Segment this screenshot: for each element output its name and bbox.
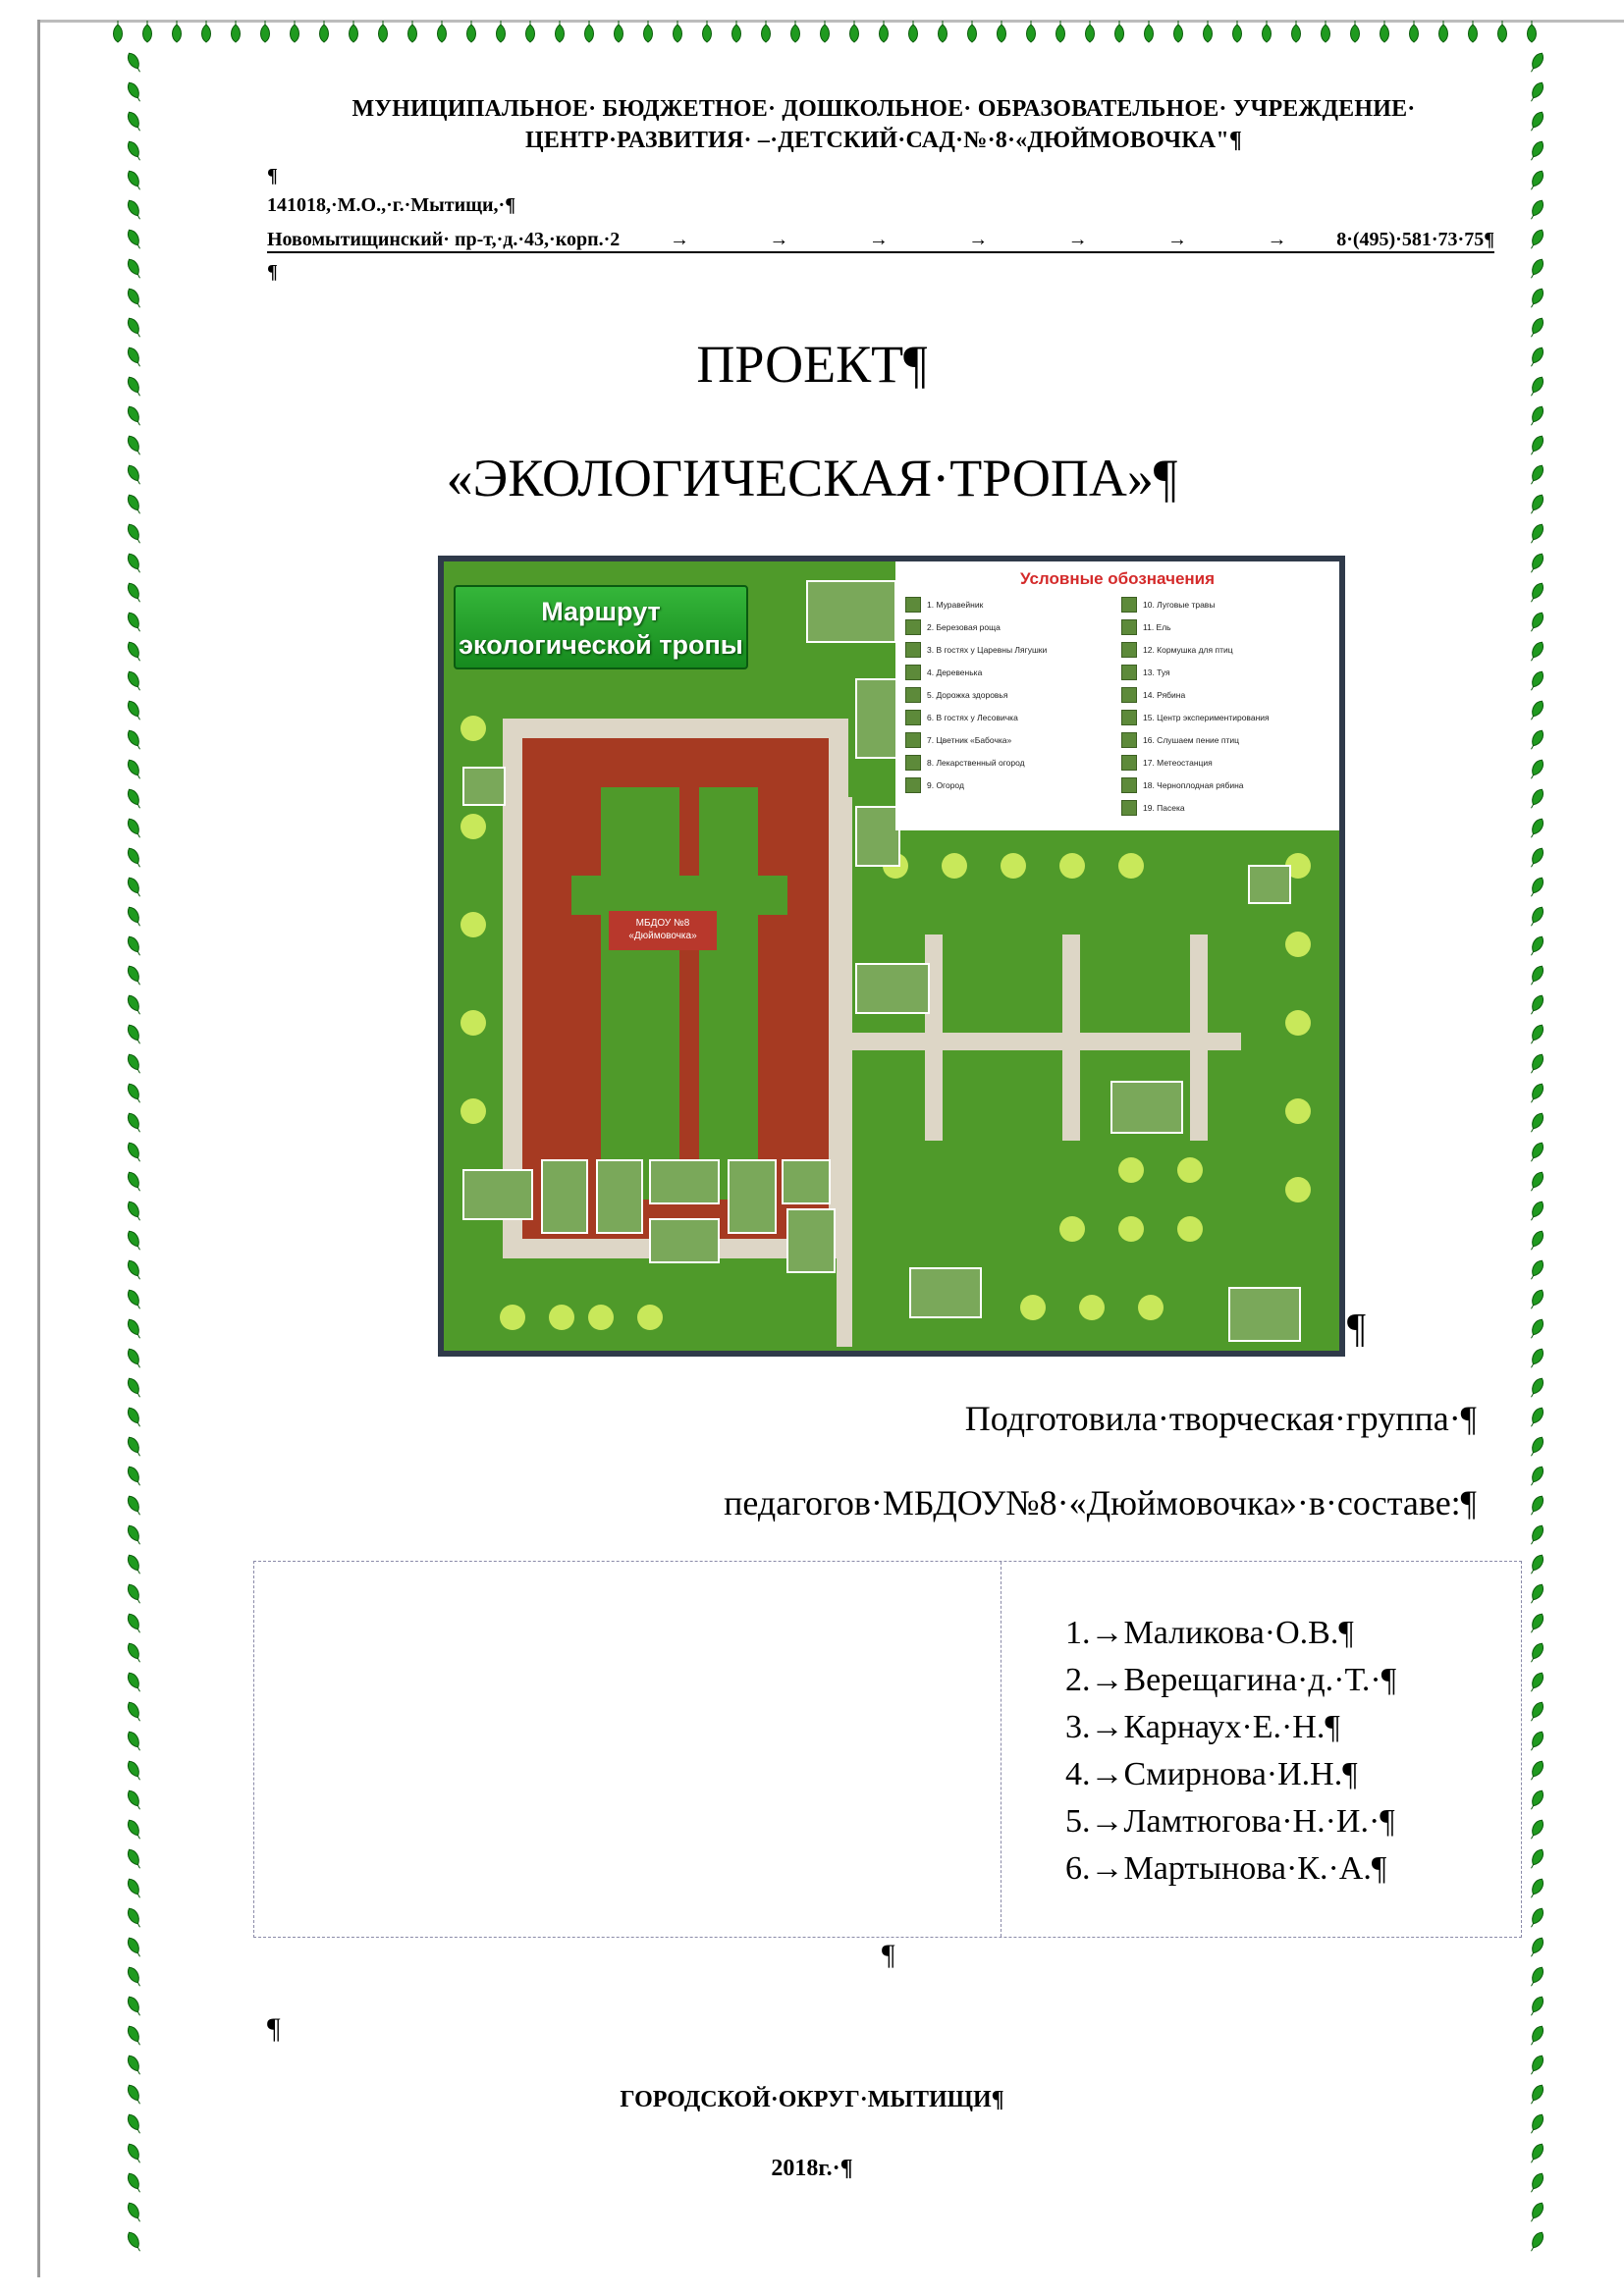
legend-item-label: 19. Пасека [1143,802,1185,813]
leaf-ornament [1528,1759,1546,1783]
leaf-ornament [821,21,830,42]
leaf-ornament [126,169,144,192]
leaf-ornament [1528,1082,1546,1105]
footer-year: 2018г.·¶ [771,2156,853,2181]
map-banner: Маршрут экологической тропы [454,585,748,669]
members-list [1065,1610,1396,1893]
legend-thumbnail-icon [905,777,921,793]
leaf-ornament [126,876,144,899]
leaf-ornament [1528,1671,1546,1694]
leaf-ornament [1528,758,1546,781]
leaf-ornament [1528,2201,1546,2224]
leaf-ornament [126,758,144,781]
legend-item-label: 8. Лекарственный огород [927,757,1025,768]
leaf-ornament [467,21,476,42]
pilcrow-mark: ¶ [267,261,278,283]
legend-thumbnail-icon [905,619,921,635]
leaf-ornament [126,1229,144,1253]
leaf-ornament [126,1730,144,1753]
legend-thumbnail-icon [905,687,921,703]
leaf-ornament [850,21,859,42]
tab-arrows [620,229,1336,251]
legend-thumbnail-icon [1121,710,1137,725]
member-item: 4.→Смирнова·И.Н.¶ [1065,1756,1358,1792]
legend-item-label: 17. Метеостанция [1143,757,1213,768]
legend-item [1121,774,1329,796]
address-row [267,222,1494,253]
leaf-ornament [1528,1229,1546,1253]
leaf-ornament [126,1288,144,1311]
leaf-ornament [1528,1965,1546,1989]
leaf-ornament [968,21,977,42]
legend-item [1121,593,1329,615]
leaf-ornament [126,581,144,605]
leaf-ornament [1528,1465,1546,1488]
leaf-ornament [126,287,144,310]
leaf-ornament [909,21,918,42]
leaf-ornament [1233,21,1242,42]
leaf-ornament [1498,21,1507,42]
leaf-ornament [126,1082,144,1105]
leaf-ornament [1528,728,1546,752]
leaf-ornament [1528,699,1546,722]
leaf-ornament [703,21,712,42]
leaf-ornament [556,21,565,42]
leaf-ornament [1528,905,1546,929]
leaf-ornament [126,787,144,811]
legend-item-label: 3. В гостях у Царевны Лягушки [927,644,1048,655]
legend-item [905,751,1113,774]
legend-item [1121,615,1329,638]
leaf-ornament [1528,1612,1546,1635]
legend-item [1121,796,1329,819]
leaf-ornament [1469,21,1478,42]
building-courtyard [699,787,758,1200]
leaf-ornament [1528,640,1546,664]
legend-item-label: 2. Березовая роща [927,621,1001,632]
legend-item-label: 18. Черноплодная рябина [1143,779,1244,790]
legend-item-label: 9. Огород [927,779,964,790]
legend-thumbnail-icon [905,732,921,748]
leaf-ornament [126,522,144,546]
leaf-ornament [1204,21,1213,42]
leaf-ornament [126,1465,144,1488]
tab-arrow: → [1067,229,1088,250]
leaf-ornament [126,80,144,104]
legend-column-right [1121,593,1329,819]
leaf-ornament [232,21,241,42]
legend-item [905,706,1113,728]
map-path [1062,934,1080,1141]
footer-city: ГОРОДСКОЙ·ОКРУГ·МЫТИЩИ¶ [620,2087,1004,2112]
leaf-ornament [1528,611,1546,634]
leaf-ornament [1528,787,1546,811]
legend-item-label: 6. В гостях у Лесовичка [927,712,1018,722]
leaf-ornament [1528,581,1546,605]
leaf-ornament [1528,1847,1546,1871]
legend-item [905,774,1113,796]
leaf-ornament [1528,1170,1546,1194]
legend-item [1121,728,1329,751]
leaf-ornament [1528,1052,1546,1076]
leaf-ornament [1528,1789,1546,1812]
legend-thumbnail-icon [905,597,921,613]
leaf-ornament [1528,1877,1546,1900]
legend-item-label: 4. Деревенька [927,667,983,677]
leaf-ornament [126,1582,144,1606]
leaf-ornament [1528,51,1546,75]
leaf-ornament [998,21,1006,42]
title-project: ПРОЕКТ¶ [696,335,928,394]
leaf-ornament [126,1906,144,1930]
legend-thumbnail-icon [1121,732,1137,748]
leaf-ornament [1528,257,1546,281]
leaf-ornament [1528,139,1546,163]
leaf-ornament [1528,1258,1546,1282]
leaf-ornament [674,21,682,42]
leaf-ornament [126,1818,144,1842]
leaf-ornament [143,21,152,42]
leaf-ornament [126,1052,144,1076]
legend-thumbnail-icon [1121,619,1137,635]
leaf-ornament [126,993,144,1017]
leaf-ornament [126,228,144,251]
legend-item-label: 13. Туя [1143,667,1170,677]
leaf-ornament [126,2054,144,2077]
leaf-ornament [202,21,211,42]
leaf-ornament [1528,110,1546,133]
leaf-ornament [1528,1553,1546,1576]
leaf-ornament [126,1936,144,1959]
member-item: 3.→Карнаух·Е.·Н.¶ [1065,1709,1340,1745]
leaf-ornament [1528,1023,1546,1046]
legend-item [1121,638,1329,661]
leaf-ornament [126,964,144,988]
legend-column-left [905,593,1113,819]
leaf-ornament [1174,21,1183,42]
leaf-ornament [126,1200,144,1223]
leaf-ornament [880,21,889,42]
leaf-ornament [1528,198,1546,222]
leaf-ornament [1528,80,1546,104]
header-institution-line1: МУНИЦИПАЛЬНОЕ· БЮДЖЕТНОЕ· ДОШКОЛЬНОЕ· ОБРАЗОВАТЕЛЬНОЕ· УЧРЕЖДЕНИЕ· [352,96,1416,122]
leaf-ornament [1528,669,1546,693]
legend-thumbnail-icon [905,755,921,771]
leaf-ornament [1027,21,1036,42]
leaf-ornament [126,1347,144,1370]
legend-thumbnail-icon [1121,687,1137,703]
leaf-ornament [126,1111,144,1135]
building-courtyard [571,876,787,915]
leaf-ornament [1528,2112,1546,2136]
leaf-ornament [1528,817,1546,840]
leaf-ornament [1528,846,1546,870]
legend-thumbnail-icon [905,710,921,725]
header-institution-line2: ЦЕНТР·РАЗВИТИЯ· –·ДЕТСКИЙ·САД·№·8·«ДЮЙМОВОЧКА"¶ [524,128,1243,153]
leaf-ornament [1528,1523,1546,1547]
legend-item-label: 16. Слушаем пение птиц [1143,734,1239,745]
pilcrow-mark: ¶ [882,1939,895,1971]
leaf-ornament [126,1258,144,1282]
leaf-ornament [1528,1494,1546,1518]
legend-item-label: 14. Рябина [1143,689,1186,700]
leaf-ornament [126,1759,144,1783]
leaf-ornament [126,1612,144,1635]
leaf-ornament [126,2024,144,2048]
legend-thumbnail-icon [1121,800,1137,816]
leaf-ornament [126,846,144,870]
leaf-ornament [1528,1111,1546,1135]
leaf-ornament [126,198,144,222]
leaf-ornament [126,905,144,929]
leaf-ornament [644,21,653,42]
leaf-ornament [126,552,144,575]
leaf-ornament [1528,1700,1546,1724]
leaf-ornament [350,21,358,42]
legend-thumbnail-icon [1121,665,1137,680]
leaf-ornament [1528,1435,1546,1459]
leaf-ornament [126,728,144,752]
leaf-ornament [1528,1730,1546,1753]
leaf-ornament [438,21,447,42]
leaf-ornament [1528,1317,1546,1341]
legend-thumbnail-icon [905,642,921,658]
legend-item [1121,661,1329,683]
leaf-ornament [126,1435,144,1459]
leaf-ornament [1528,1582,1546,1606]
tab-arrow: → [670,229,690,250]
tab-arrow: → [1267,229,1287,250]
member-item: 1.→Маликова·О.В.¶ [1065,1615,1354,1651]
legend-item-label: 1. Муравейник [927,599,984,610]
leaf-ornament [1528,964,1546,988]
leaf-ornament [1056,21,1065,42]
leaf-ornament [126,1170,144,1194]
leaf-ornament [791,21,800,42]
leaf-ornament [126,1141,144,1164]
leaf-ornament [1528,1995,1546,2018]
leaf-ornament [939,21,947,42]
leaf-ornament [1528,1906,1546,1930]
leaf-ornament [1528,169,1546,192]
leaf-ornament [126,817,144,840]
legend-thumbnail-icon [1121,597,1137,613]
leaf-ornament [126,1406,144,1429]
tab-arrow: → [1167,229,1188,250]
leaf-ornament [379,21,388,42]
leaf-ornament [126,1494,144,1518]
leaf-ornament [1115,21,1124,42]
legend-item-label: 5. Дорожка здоровья [927,689,1008,700]
map-building-label: МБДОУ №8 «Дюймовочка» [609,911,717,950]
leaf-ornament [408,21,417,42]
legend-item-label: 12. Кормушка для птиц [1143,644,1233,655]
leaf-ornament [126,139,144,163]
leaf-ornament [1528,1936,1546,1959]
leaf-ornament [126,1847,144,1871]
leaf-ornament [615,21,623,42]
pilcrow-mark: ¶ [1347,1307,1367,1352]
leaf-ornament [1528,876,1546,899]
leaf-ornament [126,934,144,958]
leaf-ornament [1086,21,1095,42]
leaf-ornament [126,1023,144,1046]
leaf-ornament [320,21,329,42]
legend-title: Условные обозначения [1019,569,1216,588]
member-item: 6.→Мартынова·К.·А.¶ [1065,1850,1387,1887]
leaf-ornament [126,1641,144,1665]
leaf-ornament [173,21,182,42]
leaf-ornament [1528,2024,1546,2048]
legend-item-label: 15. Центр экспериментирования [1143,712,1270,722]
leaf-ornament [126,404,144,428]
leaf-ornament [1322,21,1330,42]
map-path-vertical [837,797,852,1347]
legend-item [905,661,1113,683]
leaf-ornament [126,1789,144,1812]
leaf-ornament [126,110,144,133]
leaf-ornament [114,21,123,42]
leaf-ornament [1528,552,1546,575]
leaf-ornament [1528,1288,1546,1311]
tab-arrow: → [769,229,789,250]
leaf-ornament [1528,2054,1546,2077]
leaf-ornament [1528,404,1546,428]
leaf-ornament [126,669,144,693]
leaf-ornament [1528,1818,1546,1842]
legend-item [905,728,1113,751]
leaf-ornament [585,21,594,42]
leaf-ornament [1292,21,1301,42]
legend-item [905,683,1113,706]
leaf-ornament [126,640,144,664]
leaf-ornament [732,21,741,42]
leaf-ornament [1528,934,1546,958]
legend-thumbnail-icon [1121,642,1137,658]
leaf-ornament [126,1376,144,1400]
legend-item [1121,683,1329,706]
legend-item-label: 7. Цветник «Бабочка» [927,734,1012,745]
leaf-ornament [126,1877,144,1900]
leaf-ornament [126,1317,144,1341]
leaf-ornament [126,2230,144,2254]
legend-thumbnail-icon [1121,755,1137,771]
signature-line1: Подготовила·творческая·группа·¶ [964,1399,1477,1438]
leaf-ornament [1380,21,1389,42]
leaf-ornament [1528,287,1546,310]
legend-thumbnail-icon [905,665,921,680]
leaf-ornament [126,1671,144,1694]
leaf-ornament [1528,993,1546,1017]
leaf-ornament [1351,21,1360,42]
leaf-ornament [1528,21,1537,42]
leaf-ornament [126,1523,144,1547]
tab-arrow: → [968,229,989,250]
leaf-ornament [126,699,144,722]
leaf-ornament [126,257,144,281]
leaf-ornament [526,21,535,42]
tab-arrow: → [868,229,889,250]
leaf-ornament [1528,2230,1546,2254]
leaf-ornament [126,2201,144,2224]
leaf-ornament [126,1995,144,2018]
pilcrow-mark: ¶ [267,2012,281,2045]
legend-item [905,615,1113,638]
map-path-main [848,1033,1241,1050]
legend-thumbnail-icon [1121,777,1137,793]
leaf-ornament [1528,1406,1546,1429]
eco-trail-map-image [438,556,1345,1357]
legend-item-label: 10. Луговые травы [1143,599,1216,610]
legend-item [905,638,1113,661]
leaf-ornament [1528,1376,1546,1400]
legend-item-label: 11. Ель [1143,621,1171,632]
signature-line2: педагогов·МБДОУ№8·«Дюймовочка»·в·составе:¶ [724,1483,1477,1522]
leaf-ornament [497,21,506,42]
leaf-ornament [1410,21,1419,42]
leaf-ornament [291,21,299,42]
leaf-ornament [261,21,270,42]
leaf-ornament [126,2112,144,2136]
legend-item [905,593,1113,615]
leaf-ornament [1439,21,1448,42]
title-eco-trail: «ЭКОЛОГИЧЕСКАЯ·ТРОПА»¶ [446,449,1178,507]
map-path [1190,934,1208,1141]
leaf-ornament [126,51,144,75]
building-courtyard [601,787,679,1200]
leaf-ornament [1528,228,1546,251]
leaf-ornament [762,21,771,42]
leaf-ornament [1528,522,1546,546]
address-line1: 141018,·М.О.,·г.·Мытищи,·¶ [267,194,515,216]
leaf-ornament [126,1965,144,1989]
leaf-ornament [1528,1347,1546,1370]
leaf-ornament [1263,21,1272,42]
leaf-ornament [126,611,144,634]
leaf-ornament [1145,21,1154,42]
legend-item [1121,706,1329,728]
leaf-ornament [1528,1641,1546,1665]
legend-item [1121,751,1329,774]
leaf-ornament [126,1553,144,1576]
leaf-ornament [1528,1200,1546,1223]
phone-number: 8·(495)·581·73·75¶ [1336,229,1494,250]
map-legend [895,561,1339,830]
leaf-ornament [1528,1141,1546,1164]
member-item: 5.→Ламтюгова·Н.·И.·¶ [1065,1803,1395,1840]
address-line2: Новомытищинский· пр-т,·д.·43,·корп.·2 [267,229,621,250]
member-item: 2.→Верещагина·д.·Т.·¶ [1065,1662,1397,1698]
leaf-ornament [126,1700,144,1724]
pilcrow-mark: ¶ [267,165,278,187]
